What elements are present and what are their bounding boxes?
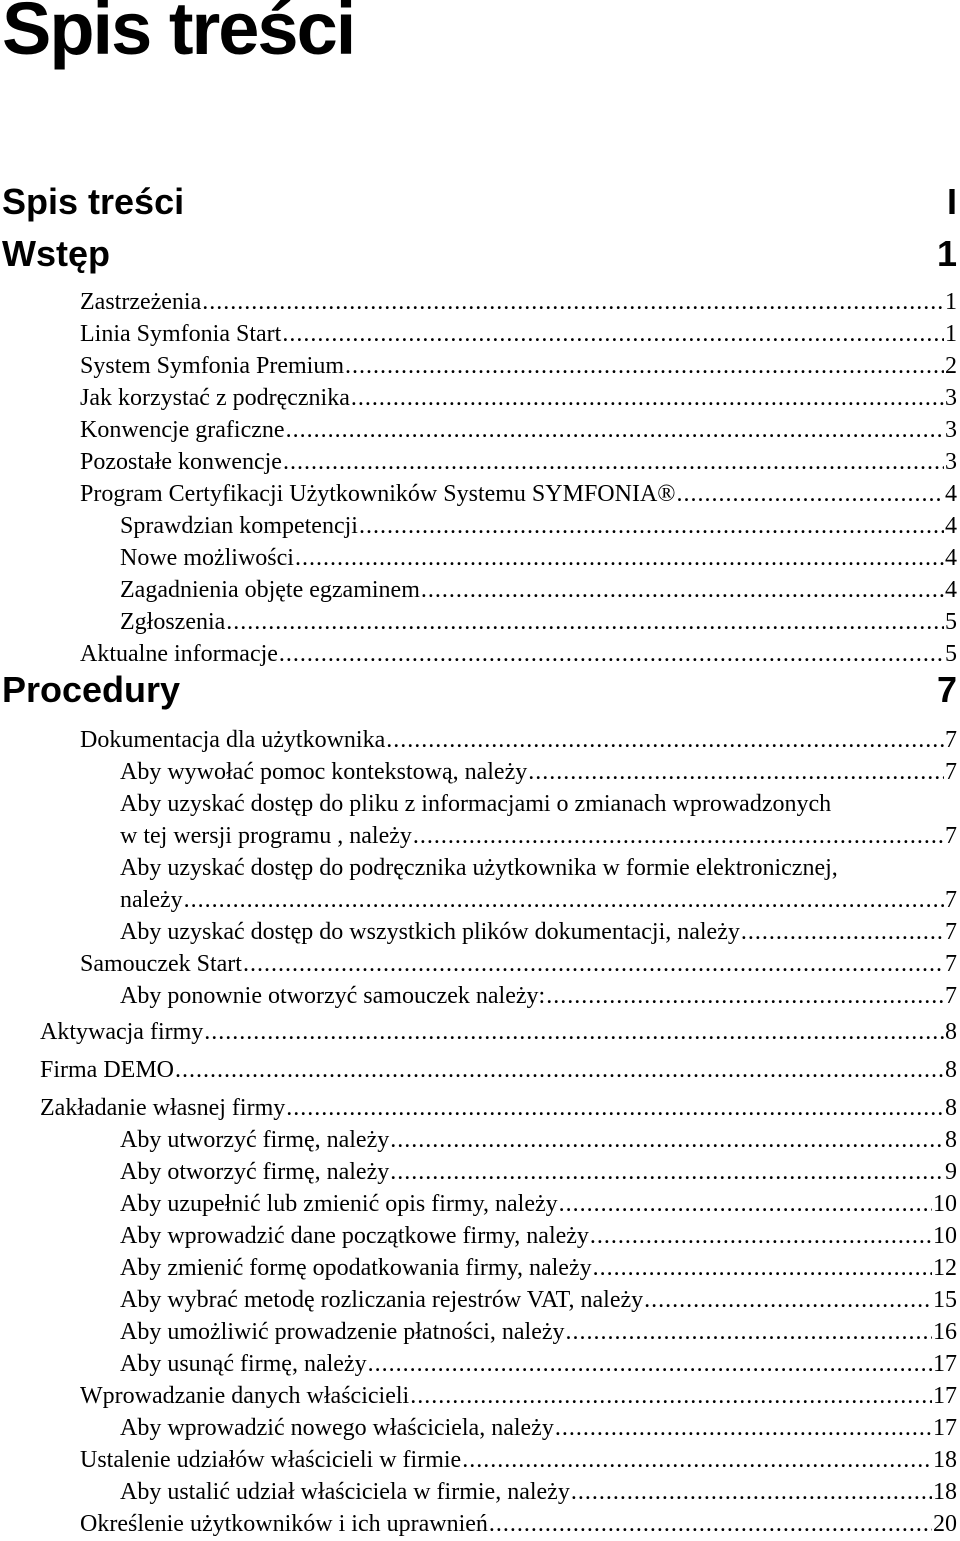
toc-page-number: 18 [933, 1479, 957, 1505]
toc-entry-title: Linia Symfonia Start [80, 321, 282, 347]
toc-entry-title: Aby uzupełnić lub zmienić opis firmy, należy [120, 1191, 558, 1217]
toc-dot-leader [741, 920, 944, 944]
toc-page-number: 17 [933, 1415, 957, 1441]
toc-page-number: 7 [945, 887, 957, 913]
toc-dot-leader [410, 1384, 932, 1408]
toc-entry[interactable] [120, 578, 957, 602]
toc-entry-title: Aby zmienić formę opodatkowania firmy, należy [120, 1255, 592, 1281]
toc-entry-title: Samouczek Start [80, 951, 242, 977]
toc-dot-leader [282, 322, 944, 346]
toc-entry[interactable] [120, 1320, 957, 1344]
toc-entry[interactable] [80, 450, 957, 474]
toc-dot-leader [413, 824, 944, 848]
toc-entry[interactable] [80, 418, 957, 442]
toc-entry[interactable] [40, 1096, 957, 1120]
toc-entry-title: Aby wprowadzić dane początkowe firmy, należy [120, 1223, 589, 1249]
toc-entry[interactable] [80, 1512, 957, 1536]
toc-entry[interactable] [120, 984, 957, 1008]
toc-dot-leader [359, 514, 944, 538]
toc-entry[interactable] [120, 1416, 957, 1440]
toc-entry-title: Konwencje graficzne [80, 417, 285, 443]
toc-page-number: 7 [945, 823, 957, 849]
toc-entry[interactable] [80, 1384, 957, 1408]
toc-page-number: 3 [945, 449, 957, 475]
toc-entry[interactable] [120, 1160, 957, 1184]
toc-entry-title: Aby utworzyć firmę, należy [120, 1127, 390, 1153]
toc-entry[interactable] [80, 1448, 957, 1472]
toc-entry[interactable] [120, 856, 957, 880]
toc-page-number: 10 [933, 1223, 957, 1249]
toc-dot-leader [202, 290, 944, 314]
toc-entry-title: Dokumentacja dla użytkownika [80, 727, 386, 753]
toc-dot-leader [286, 418, 944, 442]
toc-page-number: 5 [945, 641, 957, 667]
toc-entry[interactable] [80, 952, 957, 976]
toc-heading[interactable] [2, 233, 957, 274]
toc-entry-title: Program Certyfikacji Użytkowników Systemu SYMFONIA® [80, 481, 676, 507]
toc-page-number: 7 [945, 951, 957, 977]
toc-page-number: 4 [945, 513, 957, 539]
toc-entry-title: Aby uzyskać dostęp do wszystkich plików dokumentacji, należy [120, 919, 740, 945]
toc-entry[interactable] [80, 728, 957, 752]
toc-entry[interactable] [40, 1058, 957, 1082]
toc-entry[interactable] [120, 610, 957, 634]
toc-entry-title: Aby uzyskać dostęp do podręcznika użytkownika w formie elektronicznej, [120, 855, 838, 881]
toc-page-number: 8 [945, 1057, 957, 1083]
toc-entry[interactable] [120, 1480, 957, 1504]
toc-entry-title: należy [120, 887, 183, 913]
toc-dot-leader [283, 450, 944, 474]
toc-page-number: 18 [933, 1447, 957, 1473]
toc-entry[interactable] [120, 546, 957, 570]
toc-dot-leader [243, 952, 944, 976]
toc-entry[interactable] [80, 290, 957, 314]
toc-page-number: 1 [936, 233, 957, 274]
toc-page-number: 16 [933, 1319, 957, 1345]
toc-page-number: 7 [945, 983, 957, 1009]
toc-entry-title: Aby umożliwić prowadzenie płatności, należy [120, 1319, 565, 1345]
toc-dot-leader [528, 760, 944, 784]
toc-page-number: I [946, 181, 957, 222]
toc-dot-leader [295, 546, 944, 570]
toc-page-number: 5 [945, 609, 957, 635]
toc-entry-title: Zagadnienia objęte egzaminem [120, 577, 420, 603]
toc-page-number: 3 [945, 417, 957, 443]
toc-page-number: 8 [945, 1127, 957, 1153]
toc-dot-leader [184, 888, 944, 912]
toc-entry[interactable] [80, 386, 957, 410]
toc-page-number: 7 [945, 727, 957, 753]
toc-page-number: 4 [945, 481, 957, 507]
toc-page-number: 7 [945, 759, 957, 785]
toc-page-number: 12 [933, 1255, 957, 1281]
toc-entry[interactable] [120, 1288, 957, 1312]
toc-page-number: 8 [945, 1095, 957, 1121]
toc-heading[interactable] [2, 181, 957, 222]
toc-entry[interactable] [80, 354, 957, 378]
toc-dot-leader [677, 482, 944, 506]
toc-entry[interactable] [120, 760, 957, 784]
toc-dot-leader [386, 728, 944, 752]
toc-entry-title: Wstęp [2, 233, 110, 274]
toc-entry-title: Aktualne informacje [80, 641, 278, 667]
toc-entry[interactable] [120, 824, 957, 848]
toc-entry-title: Aby wprowadzić nowego właściciela, należy [120, 1415, 554, 1441]
toc-dot-leader [175, 1058, 944, 1082]
toc-entry[interactable] [80, 642, 957, 666]
toc-heading[interactable] [2, 669, 957, 710]
toc-page-number: 3 [945, 385, 957, 411]
toc-entry-title: Określenie użytkowników i ich uprawnień [80, 1511, 488, 1537]
toc-entry-title: Aby wywołać pomoc kontekstową, należy [120, 759, 528, 785]
toc-dot-leader [421, 578, 944, 602]
toc-entry-title: Nowe możliwości [120, 545, 294, 571]
toc-entry[interactable] [120, 920, 957, 944]
toc-entry-title: Aby ponownie otworzyć samouczek należy: [120, 983, 546, 1009]
toc-entry[interactable] [120, 514, 957, 538]
toc-entry-title: Procedury [2, 669, 181, 710]
toc-page-number: 9 [945, 1159, 957, 1185]
toc-dot-leader [546, 984, 944, 1008]
toc-page-number: 2 [945, 353, 957, 379]
toc-entry[interactable] [120, 1352, 957, 1376]
toc-dot-leader [345, 354, 944, 378]
toc-dot-leader [644, 1288, 932, 1312]
toc-page-number: 4 [945, 577, 957, 603]
toc-entry-title: System Symfonia Premium [80, 353, 344, 379]
toc-entry-title: Zgłoszenia [120, 609, 226, 635]
toc-entry-title: Zastrzeżenia [80, 289, 202, 315]
toc-entry-title: Wprowadzanie danych właścicieli [80, 1383, 410, 1409]
toc-page-number: 7 [936, 669, 957, 710]
toc-page-number: 7 [945, 919, 957, 945]
toc-page-number: 17 [933, 1383, 957, 1409]
toc-entry[interactable] [80, 322, 957, 346]
toc-entry-title: Pozostałe konwencje [80, 449, 282, 475]
toc-entry-title: Ustalenie udziałów właścicieli w firmie [80, 1447, 462, 1473]
toc-entry-title: Sprawdzian kompetencji [120, 513, 358, 539]
toc-entry-title: Aby wybrać metodę rozliczania rejestrów VAT, należy [120, 1287, 644, 1313]
toc-entry-title: Aby uzyskać dostęp do pliku z informacjami o zmianach wprowadzonych [120, 791, 832, 817]
toc-entry-title: w tej wersji programu , należy [120, 823, 412, 849]
toc-entry[interactable] [120, 1224, 957, 1248]
toc-entry[interactable] [120, 888, 957, 912]
toc-dot-leader [462, 1448, 932, 1472]
toc-dot-leader [351, 386, 944, 410]
toc-page-number: 17 [933, 1351, 957, 1377]
toc-page-number: 20 [933, 1511, 957, 1537]
toc-entry-title: Aby usunąć firmę, należy [120, 1351, 367, 1377]
toc-dot-leader [390, 1160, 944, 1184]
toc-page-number: 1 [945, 321, 957, 347]
toc-entry[interactable] [120, 1128, 957, 1152]
toc-entry-title: Spis treści [2, 181, 185, 222]
toc-entry-title: Zakładanie własnej firmy [40, 1095, 286, 1121]
toc-dot-leader [286, 1096, 944, 1120]
toc-entry-title: Aby ustalić udział właściciela w firmie, należy [120, 1479, 570, 1505]
toc-entry[interactable] [120, 1192, 957, 1216]
toc-dot-leader [555, 1416, 932, 1440]
toc-entry-title: Jak korzystać z podręcznika [80, 385, 350, 411]
toc-dot-leader [566, 1320, 932, 1344]
toc-page-number: 10 [933, 1191, 957, 1217]
toc-dot-leader [204, 1020, 944, 1044]
toc-dot-leader [571, 1480, 932, 1504]
toc-dot-leader [489, 1512, 932, 1536]
page-title: Spis treści [2, 0, 355, 70]
toc-page-number: 15 [933, 1287, 957, 1313]
toc-page-number: 1 [945, 289, 957, 315]
toc-entry-title: Aby otworzyć firmę, należy [120, 1159, 390, 1185]
toc-page-number: 8 [945, 1019, 957, 1045]
toc-entry[interactable] [120, 1256, 957, 1280]
toc-entry[interactable] [40, 1020, 957, 1044]
toc-dot-leader [590, 1224, 932, 1248]
toc-entry[interactable] [80, 482, 957, 506]
toc-dot-leader [390, 1128, 944, 1152]
toc-dot-leader [226, 610, 944, 634]
toc-entry-title: Firma DEMO [40, 1057, 174, 1083]
toc-dot-leader [593, 1256, 932, 1280]
toc-dot-leader [279, 642, 944, 666]
toc-dot-leader [559, 1192, 932, 1216]
toc-page-number: 4 [945, 545, 957, 571]
toc-dot-leader [368, 1352, 932, 1376]
toc-entry-title: Aktywacja firmy [40, 1019, 204, 1045]
toc-entry[interactable] [120, 792, 957, 816]
